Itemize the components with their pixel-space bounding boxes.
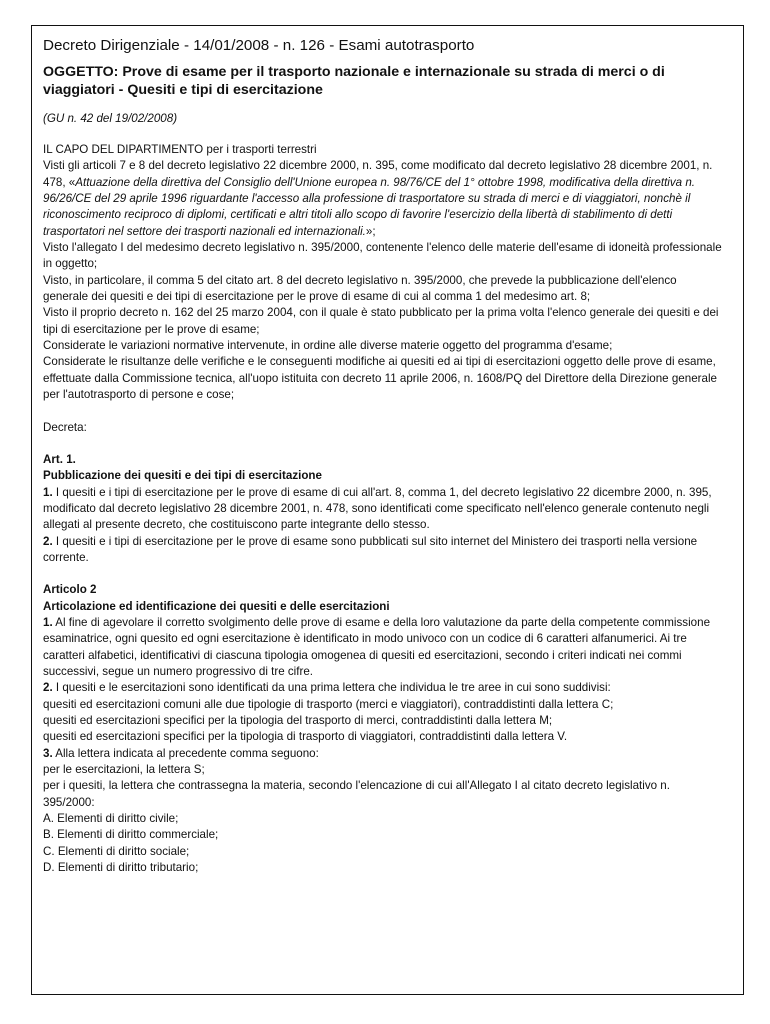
gazette-reference: (GU n. 42 del 19/02/2008): [43, 112, 178, 125]
considerate-paragraph-1: Considerate le variazioni normative intervenute, in ordine alle diverse materie oggetto del programma d'esame;: [43, 339, 613, 353]
visti-end: »;: [365, 224, 376, 238]
decreta-line: Decreta:: [43, 420, 87, 434]
art2-comma-3-number: 3.: [43, 746, 53, 760]
visti-paragraph: [43, 158, 723, 240]
list-item: D. Elementi di diritto tributario;: [43, 861, 199, 875]
art2-comma-1: [43, 615, 723, 680]
list-item: A. Elementi di diritto civile;: [43, 812, 179, 826]
art2-heading: Articolo 2: [43, 583, 97, 597]
art2-comma-2-item-c: quesiti ed esercitazioni comuni alle due tipologie di trasporto (merci e viaggiatori), contraddistinti dalla lettera C;: [43, 697, 614, 711]
art1-title: Pubblicazione dei quesiti e dei tipi di esercitazione: [43, 469, 322, 483]
list-item: B. Elementi di diritto commerciale;: [43, 828, 219, 842]
list-item: C. Elementi di diritto sociale;: [43, 844, 190, 858]
art2-comma-3-item-s: per le esercitazioni, la lettera S;: [43, 763, 205, 777]
art2-title: Articolazione ed identificazione dei quesiti e delle esercitazioni: [43, 599, 390, 613]
art2-comma-3-text: Alla lettera indicata al precedente comma seguono:: [52, 746, 319, 760]
document-body: [43, 142, 723, 876]
visto-paragraph-2: Visto, in particolare, il comma 5 del citato art. 8 del decreto legislativo n. 395/2000, che prevede la pubblicazione dell'elenco generale dei quesiti e dei tipi di esercitazione per le prove di esame di cui al comma 1 del medesimo art. 8;: [43, 273, 677, 304]
capo-line: IL CAPO DEL DIPARTIMENTO per i trasporti terrestri: [43, 143, 317, 156]
art2-comma-2-item-v: quesiti ed esercitazioni specifici per la tipologia di trasporto di viaggiatori, contraddistinti dalla lettera V.: [43, 730, 568, 744]
art2-comma-2-item-m: quesiti ed esercitazioni specifici per la tipologia del trasporto di merci, contraddistinti dalla lettera M;: [43, 714, 553, 727]
visti-intro: Visti gli articoli 7 e 8 del decreto legislativo 22 dicembre 2000, n. 395, come modificato dal decreto legislativo 28 dicembre 2001, n. 478, «: [43, 159, 713, 189]
art1-comma-2-text: I quesiti e i tipi di esercitazione per le prove di esame sono pubblicati sul sito internet del Ministero dei trasporti nella versione corrente.: [43, 534, 698, 564]
visto-paragraph-1: Visto l'allegato I del medesimo decreto legislativo n. 395/2000, contenente l'elenco delle materie dell'esame di idoneità professionale in oggetto;: [43, 241, 722, 271]
considerate-paragraph-2: Considerate le risultanze delle verifiche e le conseguenti modifiche ai quesiti ed ai tipi di esercitazioni oggetto delle prove di esame, effettuate dalla Commissione tecnica, all'uopo istituita con decreto 11 aprile 2006, n. 1608/PQ del Direttore della Direzione generale per l'autotrasporto di persone e cose;: [43, 355, 717, 402]
art2-comma-2-number: 2.: [43, 681, 53, 695]
art1-comma-1: [43, 485, 723, 534]
art2-comma-3: [43, 746, 723, 762]
document-title: Decreto Dirigenziale - 14/01/2008 - n. 126 - Esami autotrasporto: [43, 37, 475, 54]
visti-italic: Attuazione della direttiva del Consiglio dell'Unione europea n. 98/76/CE del 1° ottobre 1998, modificativa della direttiva n. 96/26/CE del 29 aprile 1996 riguardante l'accesso alla professione di trasportatore su strada di merci e di viaggiatori, nonchè il riconoscimento reciproco di diplomi, certificati e altri titoli allo scopo di favorire l'esercizio della libertà di stabilimento di detti trasportatori nel settore dei trasporti nazionali ed internazionali.: [43, 175, 696, 238]
art2-comma-1-number: 1.: [43, 615, 53, 629]
art1-comma-2-number: 2.: [43, 534, 53, 548]
art1-comma-1-text: I quesiti e i tipi di esercitazione per le prove di esame di cui all'art. 8, comma 1, del decreto legislativo 22 dicembre 2000, n. 395, modificato dal decreto legislativo 28 dicembre 2001, n. 478, sono identificati come specificato nell'elenco generale contenuto negli allegati al presente decreto, che costituiscono parte integrante dello stesso.: [43, 485, 712, 532]
art2-comma-3-item-quesiti: per i quesiti, la lettera che contrassegna la materia, secondo l'elencazione di cui all'Allegato I al citato decreto legislativo n. 395/2000:: [43, 779, 670, 809]
art2-comma-2: [43, 680, 723, 696]
art2-comma-1-text: Al fine di agevolare il corretto svolgimento delle prove di esame e della loro valutazione da parte della competente commissione esaminatrice, ogni quesito ed ogni esercitazione è identificato in modo univoco con un codice di 6 caratteri alfanumerici. Ai tre caratteri alfabetici, identificativi di ciascuna tipologia omogenea di quesiti ed esercitazioni, secondo i criteri indicati nei commi successivi, segue un numero progressivo di tre cifre.: [43, 615, 711, 678]
document-content: [43, 36, 723, 876]
art2-comma-2-text: I quesiti e le esercitazioni sono identificati da una prima lettera che individua le tre aree in cui sono suddivisi:: [52, 681, 611, 695]
art1-comma-1-number: 1.: [43, 485, 53, 499]
art1-heading: Art. 1.: [43, 452, 76, 466]
document-subject: OGGETTO: Prove di esame per il trasporto nazionale e internazionale su strada di merci o di viaggiatori - Quesiti e tipi di esercitazione: [43, 64, 665, 98]
art1-comma-2: [43, 534, 723, 567]
visto-paragraph-3: Visto il proprio decreto n. 162 del 25 marzo 2004, con il quale è stato pubblicato per la prima volta l'elenco generale dei quesiti e dei tipi di esercitazione per le prove di esame;: [43, 306, 719, 336]
